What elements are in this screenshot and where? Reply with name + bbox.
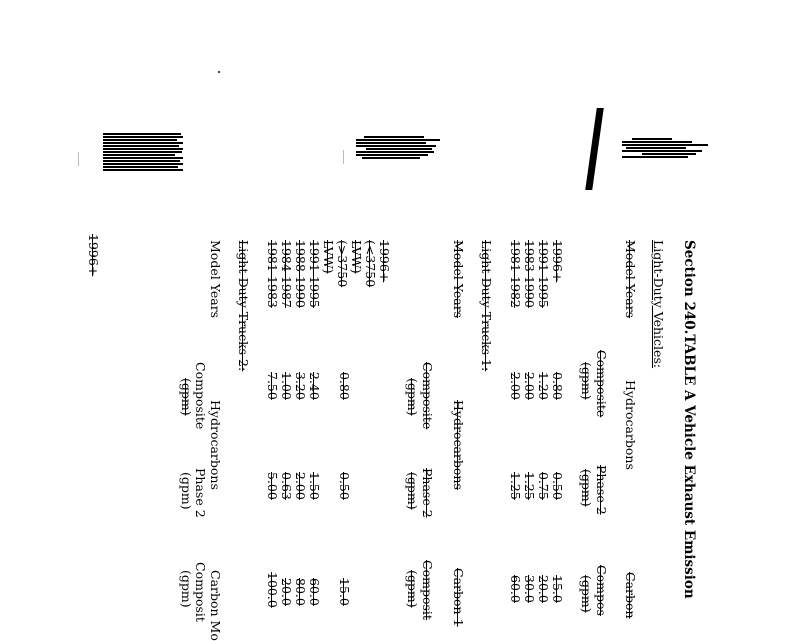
ldt1-row-co: 80.0	[293, 578, 308, 606]
ldt1-col-model-years: Model Years	[451, 240, 466, 319]
ldt2-sub-composite: Composite	[193, 362, 208, 430]
ldt1-row-year: 1996+	[377, 240, 392, 283]
ldt1-row-phase2: 1.50	[307, 472, 322, 500]
ldt1-row-year: (>3750	[335, 240, 350, 288]
ldt1-row-co: 15.0	[337, 578, 352, 606]
ldt1-row-co: 60.0	[307, 578, 322, 606]
ldt1-row-year: 1991-1995	[307, 240, 322, 308]
ldt1-row-composite: 0.80	[337, 372, 352, 400]
ldt1-row-composite: 7.50	[265, 372, 280, 400]
ldv-sub-phase2: Phase 2	[594, 465, 609, 515]
ldt1-sub-phase2-units: (gpm)	[405, 472, 420, 510]
ldv-row-co: 15.0	[550, 575, 565, 603]
ldv-row-year: 1983-1990	[522, 240, 537, 308]
ldv-sub-compos: Compos	[594, 565, 609, 616]
ldt1-row-year: LVW)	[349, 240, 364, 274]
ldv-sub-compos-units: (gpm)	[579, 575, 594, 613]
ldt1-sub-composite: Composite	[420, 362, 435, 430]
page-title: Section 240.TABLE A Vehicle Exhaust Emission	[681, 240, 697, 599]
ldt1-row-phase2: 5.00	[265, 472, 280, 500]
ldt1-row-year: 1988-1990	[293, 240, 308, 308]
ldt1-row-year: 1981-1983	[265, 240, 280, 308]
ldt1-row-composite: 1.00	[279, 372, 294, 400]
ldt1-sub-compos-units: (gpm)	[405, 570, 420, 608]
ldv-row-phase2: 1.25	[522, 472, 537, 500]
ldv-sub-composite: Composite	[594, 350, 609, 418]
ldt2-col-hydrocarbons: Hydrocarbons	[208, 400, 223, 490]
ldv-row-co: 60.0	[508, 575, 523, 603]
ldv-row-composite: 1.20	[536, 372, 551, 400]
ldv-row-phase2: 1.25	[508, 472, 523, 500]
ldt1-sub-compos: Composit	[420, 560, 435, 620]
ldt2-sub-phase2: Phase 2	[193, 468, 208, 518]
ldv-col-carbon: Carbon	[623, 572, 638, 619]
ldv-sub-phase2-units: (gpm)	[579, 469, 594, 507]
ldv-row-phase2: 0.50	[550, 472, 565, 500]
ldt1-row-phase2: 0.63	[279, 472, 294, 500]
ldv-row-composite: 0.80	[550, 372, 565, 400]
ldv-row-co: 20.0	[536, 575, 551, 603]
ldv-row-phase2: 0.75	[536, 472, 551, 500]
ldv-row-year: 1981-1982	[508, 240, 523, 308]
ldv-row-year: 1996+	[550, 240, 565, 283]
ldt1-heading: Light-Duty Trucks 1:	[479, 240, 494, 372]
ldv-sub-composite-units: (gpm)	[579, 362, 594, 400]
ldt1-sub-phase2: Phase 2	[420, 468, 435, 518]
ldt1-row-composite: 2.40	[307, 372, 322, 400]
ldt2-sub-compos-units: (gpm)	[179, 570, 194, 608]
ldt2-row-year: 1996+	[86, 234, 101, 277]
ldt2-heading: Light-Duty Trucks 2:	[236, 240, 251, 372]
ldt1-row-year: LVW)	[321, 240, 336, 274]
ldt2-col-carbon: Carbon Mo	[208, 570, 223, 641]
ldt1-row-phase2: 2.00	[293, 472, 308, 500]
ldt1-row-composite: 3.20	[293, 372, 308, 400]
ldv-col-hydrocarbons: Hydrocarbons	[623, 380, 638, 470]
ldt1-col-carbon: Carbon-1	[451, 568, 466, 627]
ldt2-sub-compos: Composit	[193, 562, 208, 622]
ldt2-col-model-years: Model Years	[208, 240, 223, 319]
ldv-row-composite: 2.00	[522, 372, 537, 400]
ldt1-row-co: 20.0	[279, 578, 294, 606]
ldt2-sub-phase2-units: (gpm)	[179, 472, 194, 510]
ldt1-sub-composite-units: (gpm)	[405, 378, 420, 416]
ldt1-row-year: 1984-1987	[279, 240, 294, 308]
ldv-row-composite: 2.00	[508, 372, 523, 400]
ldt1-col-hydrocarbons: Hydrocarbons	[451, 400, 466, 490]
ldv-row-year: 1991-1995	[536, 240, 551, 308]
ldv-col-model-years: Model Years	[623, 240, 638, 319]
ldt1-row-year: (<3750	[363, 240, 378, 288]
ldt1-row-phase2: 0.50	[337, 472, 352, 500]
ldt2-sub-composite-units: (gpm)	[179, 378, 194, 416]
ldv-heading: Light-Duty Vehicles:	[651, 240, 666, 369]
ldv-row-co: 30.0	[522, 575, 537, 603]
ldt1-row-co: 100.0	[265, 572, 280, 608]
